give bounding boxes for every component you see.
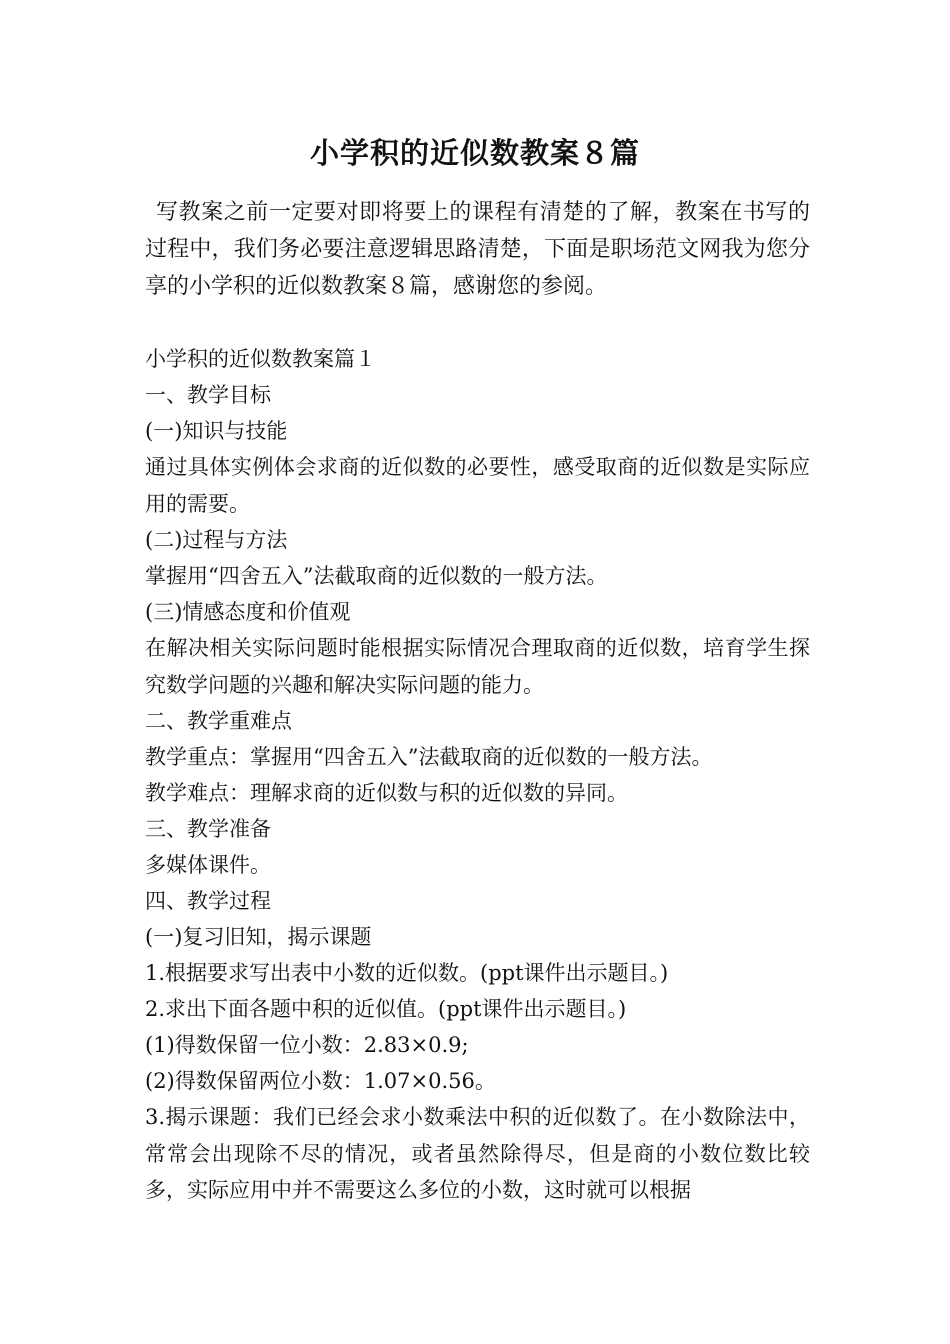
step-2: 2.求出下面各题中积的近似值。(ppt课件出示题目。): [145, 997, 627, 1021]
subsection-heading-knowledge: (一)知识与技能: [145, 419, 288, 443]
key-point-text: 教学重点：掌握用“四舍五入”法截取商的近似数的一般方法。: [145, 745, 713, 769]
section-heading-teaching-process: 四、教学过程: [145, 889, 271, 913]
step-2a: (1)得数保留一位小数：2.83×0.9;: [145, 1033, 469, 1057]
step-2b: (2)得数保留两位小数：1.07×0.56。: [145, 1069, 496, 1093]
paragraph-attitude: 在解决相关实际问题时能根据实际情况合理取商的近似数，培育学生探究数学问题的兴趣和解决实际问题的能力。: [145, 636, 810, 697]
subsection-heading-attitude: (三)情感态度和价值观: [145, 600, 351, 624]
subsection-heading-process: (二)过程与方法: [145, 528, 288, 552]
intro-paragraph: 写教案之前一定要对即将要上的课程有清楚的了解，教案在书写的过程中，我们务必要注意逻辑思路清楚，下面是职场范文网我为您分享的小学积的近似数教案８篇，感谢您的参阅。: [145, 200, 810, 299]
step-1: 1.根据要求写出表中小数的近似数。(ppt课件出示题目。): [145, 961, 669, 985]
step-3: 3.揭示课题：我们已经会求小数乘法中积的近似数了。在小数除法中，常常会出现除不尽的情况，或者虽然除得尽，但是商的小数位数比较多，实际应用中并不需要这么多位的小数，这时就可以根据: [145, 1105, 810, 1202]
paragraph-knowledge: 通过具体实例体会求商的近似数的必要性，感受取商的近似数是实际应用的需要。: [145, 455, 810, 516]
paragraph-process: 掌握用“四舍五入”法截取商的近似数的一般方法。: [145, 564, 608, 588]
preparation-text: 多媒体课件。: [145, 853, 271, 877]
lesson-heading: 小学积的近似数教案篇１: [145, 347, 376, 371]
subsection-heading-review: (一)复习旧知，揭示课题: [145, 925, 372, 949]
section-heading-key-points: 二、教学重难点: [145, 709, 292, 733]
section-heading-goals: 一、教学目标: [145, 383, 271, 407]
blank-line: [145, 305, 810, 341]
difficult-point-text: 教学难点：理解求商的近似数与积的近似数的异同。: [145, 781, 628, 805]
document-body: [145, 194, 810, 1209]
section-heading-preparation: 三、教学准备: [145, 817, 271, 841]
document-title: 小学积的近似数教案８篇: [309, 136, 640, 170]
